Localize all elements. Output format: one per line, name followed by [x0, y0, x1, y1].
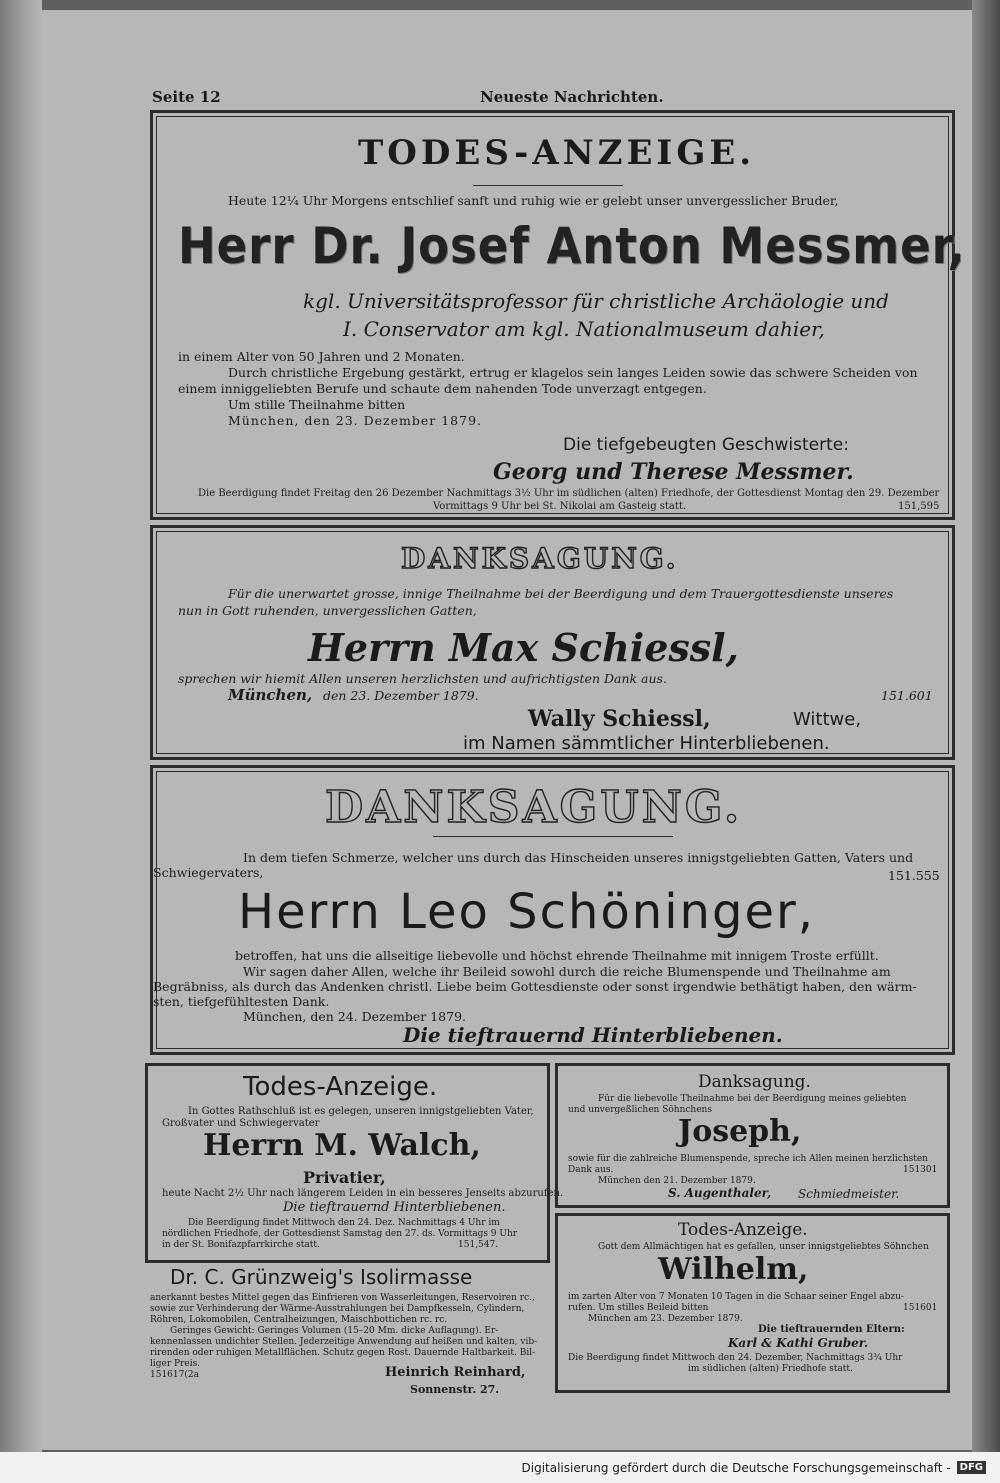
digitization-footer: [0, 1452, 1000, 1483]
ad-number: 151.601: [881, 688, 933, 703]
notice-text: Für die liebevolle Theilnahme bei der Beerdigung meines geliebten: [598, 1094, 907, 1104]
ad-text: rirenden oder ruhigen Metallflächen. Schutz gegen Rost. Dauernde Haltbarkeit. Bil-: [150, 1348, 536, 1358]
notice-text: sten, tiefgefühltesten Dank.: [153, 994, 330, 1009]
mourners-names: Georg und Therese Messmer.: [493, 459, 854, 485]
notice-text: Dank aus.: [568, 1165, 614, 1175]
ad-number: 151601: [903, 1303, 938, 1313]
deceased-name: Wilhelm,: [658, 1252, 809, 1287]
thanks-notice-schiessl: [150, 525, 955, 760]
deceased-role: Privatier,: [303, 1168, 386, 1187]
dfg-logo[interactable]: DFG: [957, 1461, 986, 1474]
death-notice-walch: [145, 1063, 564, 1263]
notice-text: betroffen, hat uns die allseitige liebevolle und höchst ehrende Theilnahme mit innigem Troste erfüllt.: [235, 948, 879, 963]
notice-place: München,: [228, 686, 313, 704]
ad-text: liger Preis.: [150, 1359, 201, 1369]
notice-text: Wir sagen daher Allen, welche ihr Beileid sowohl durch die reiche Blumenspende und Theilnahme am: [243, 964, 891, 979]
notice-title: Danksagung.: [698, 1072, 811, 1092]
notice-text: heute Nacht 2½ Uhr nach längerem Leiden in ein besseres Jenseits abzurufen.: [162, 1188, 564, 1199]
burial-info: Die Beerdigung findet Mittwoch den 24. Dezember, Nachmittags 3¾ Uhr: [568, 1353, 903, 1363]
deceased-role-2: I. Conservator am kgl. Nationalmuseum dahier,: [343, 317, 825, 341]
burial-info: nördlichen Friedhofe, der Gottesdienst Samstag den 27. ds. Vormittags 9 Uhr: [162, 1229, 518, 1239]
death-notice-gruber: [555, 1213, 950, 1393]
ad-text: Röhren, Lokomobilen, Centralheizungen, Maischbottichen rc. rc.: [150, 1315, 448, 1325]
notice-text: Für die unerwartet grosse, innige Theilnahme bei der Beerdigung und dem Trauergottesdienste unseres: [228, 586, 894, 601]
notice-text: im zarten Alter von 7 Monaten 10 Tagen in die Schaar seiner Engel abzu-: [568, 1292, 904, 1302]
book-spine: [0, 0, 42, 1452]
notice-title: Todes-Anzeige.: [678, 1220, 808, 1240]
notice-date: München, den 24. Dezember 1879.: [243, 1009, 467, 1024]
notice-text: Begräbniss, als durch das Andenken christl. Liebe beim Gottesdienste oder sonst irgendwie bethätigt haben, den wärm-: [153, 979, 917, 994]
notice-date: den 23. Dezember 1879.: [323, 688, 479, 703]
page-edge: [972, 0, 1000, 1452]
burial-info: in der St. Bonifazpfarrkirche statt.: [162, 1240, 320, 1250]
deceased-name: Herrn M. Walch,: [203, 1128, 481, 1163]
signer-role: Schmiedmeister.: [798, 1187, 900, 1201]
notice-text: sprechen wir hiemit Allen unseren herzlichsten und aufrichtigsten Dank aus.: [178, 671, 667, 686]
notice-text: einem inniggeliebten Berufe und schaute dem nahenden Tode unverzagt entgegen.: [178, 381, 707, 396]
deceased-name: Herr Dr. Josef Anton Messmer,: [178, 217, 966, 275]
signer-address: Sonnenstr. 27.: [410, 1383, 500, 1396]
ad-number: 151301: [903, 1165, 938, 1175]
notice-text: In Gottes Rathschluß ist es gelegen, unseren innigstgeliebten Vater,: [188, 1106, 534, 1117]
signer-name: Wally Schiessl,: [528, 706, 711, 732]
paper-title: Neueste Nachrichten.: [480, 88, 664, 106]
notice-date: München den 21. Dezember 1879.: [598, 1176, 756, 1186]
ad-text: Geringes Gewicht: Geringes Volumen (15–20 Mm. dicke Auflagung). Er-: [170, 1326, 499, 1336]
burial-info: im südlichen (alten) Friedhofe statt.: [688, 1364, 853, 1374]
notice-title: DANKSAGUNG.: [325, 782, 743, 833]
notice-text: In dem tiefen Schmerze, welcher uns durch das Hinscheiden unseres innigstgeliebten Gatten, Vaters und: [243, 850, 914, 865]
notice-text: sowie für die zahlreiche Blumenspende, spreche ich Allen meinen herzlichsten: [568, 1154, 928, 1164]
notice-date: München, den 23. Dezember 1879.: [228, 413, 483, 428]
thanks-notice-schoeninger: [150, 765, 955, 1055]
deceased-role-1: kgl. Universitätsprofessor für christliche Archäologie und: [303, 289, 889, 313]
notice-intro: Heute 12¼ Uhr Morgens entschlief sanft und ruhig wie er gelebt unser unvergesslicher Bruder,: [228, 193, 839, 208]
mourners-label: Die tieftrauernden Eltern:: [758, 1324, 905, 1335]
ad-number: 151.555: [888, 868, 940, 883]
ad-number: 151,547.: [458, 1240, 499, 1250]
deceased-name: Joseph,: [678, 1114, 802, 1149]
ad-text: sowie zur Verhinderung der Wärme-Ausstrahlungen bei Dampfkesseln, Cylindern,: [150, 1304, 525, 1314]
signer-line: im Namen sämmtlicher Hinterbliebenen.: [463, 733, 830, 754]
signer-name: S. Augenthaler,: [668, 1186, 772, 1200]
burial-info: Die Beerdigung findet Freitag den 26 Dezember Nachmittags 3½ Uhr im südlichen (alten) Friedhofe, der Gottesdienst Montag den 29. Dezember: [198, 488, 940, 499]
deceased-name: Herrn Max Schiessl,: [308, 625, 739, 670]
notice-title: Todes-Anzeige.: [243, 1072, 438, 1102]
signer-name: Heinrich Reinhard,: [385, 1365, 526, 1380]
ad-text: kennenlassen undichter Stellen. Jederzeitige Anwendung auf heißen und kalten, vib-: [150, 1337, 538, 1347]
notice-text: in einem Alter von 50 Jahren und 2 Monaten.: [178, 349, 465, 364]
footer-text: Digitalisierung gefördert durch die Deutsche Forschungsgemeinschaft -: [521, 1460, 951, 1475]
ad-number: 151617(2a: [150, 1370, 199, 1380]
notice-text: Schwiegervaters,: [153, 865, 264, 880]
page-label: Seite 12: [152, 88, 221, 106]
mourners-names: Karl & Kathi Gruber.: [728, 1336, 869, 1350]
signer-name: Die tieftrauernd Hinterbliebenen.: [403, 1023, 783, 1047]
thanks-notice-augenthaler: [555, 1063, 950, 1208]
burial-info: Vormittags 9 Uhr bei St. Nikolai am Gasteig statt.: [433, 501, 687, 512]
notice-text: und unvergeßlichen Söhnchens: [568, 1105, 712, 1115]
death-notice-messmer: [150, 110, 966, 520]
mourners-label: Die tiefgebeugten Geschwisterte:: [563, 435, 849, 455]
notice-text: Durch christliche Ergebung gestärkt, ertrug er klagelos sein langes Leiden sowie das schwere Scheiden von: [228, 365, 918, 380]
advertisement-isolirmasse: [145, 1265, 555, 1425]
notice-title: DANKSAGUNG.: [401, 542, 679, 575]
ad-title: Dr. C. Grünzweig's Isolirmasse: [170, 1265, 473, 1289]
deceased-name: Herrn Leo Schöninger,: [238, 884, 815, 940]
notice-text: Um stille Theilnahme bitten: [228, 397, 406, 412]
notice-date: München am 23. Dezember 1879.: [588, 1314, 743, 1324]
notice-text: Gott dem Allmächtigen hat es gefallen, unser innigstgeliebtes Söhnchen: [598, 1242, 929, 1252]
signer-role: Wittwe,: [793, 709, 862, 730]
ad-text: anerkannt bestes Mittel gegen das Einfrieren von Wasserleitungen, Reservoiren rc.,: [150, 1293, 535, 1303]
burial-info: Die Beerdigung findet Mittwoch den 24. Dez. Nachmittags 4 Uhr im: [188, 1218, 500, 1228]
signer-name: Die tieftrauernd Hinterbliebenen.: [283, 1200, 506, 1215]
notice-text: rufen. Um stilles Beileid bitten: [568, 1303, 709, 1313]
notice-title: TODES-ANZEIGE.: [358, 133, 756, 173]
notice-text: nun in Gott ruhenden, unvergesslichen Gatten,: [178, 603, 477, 618]
notice-text: Großvater und Schwiegervater: [162, 1118, 320, 1129]
ad-number: 151,595: [898, 501, 940, 512]
